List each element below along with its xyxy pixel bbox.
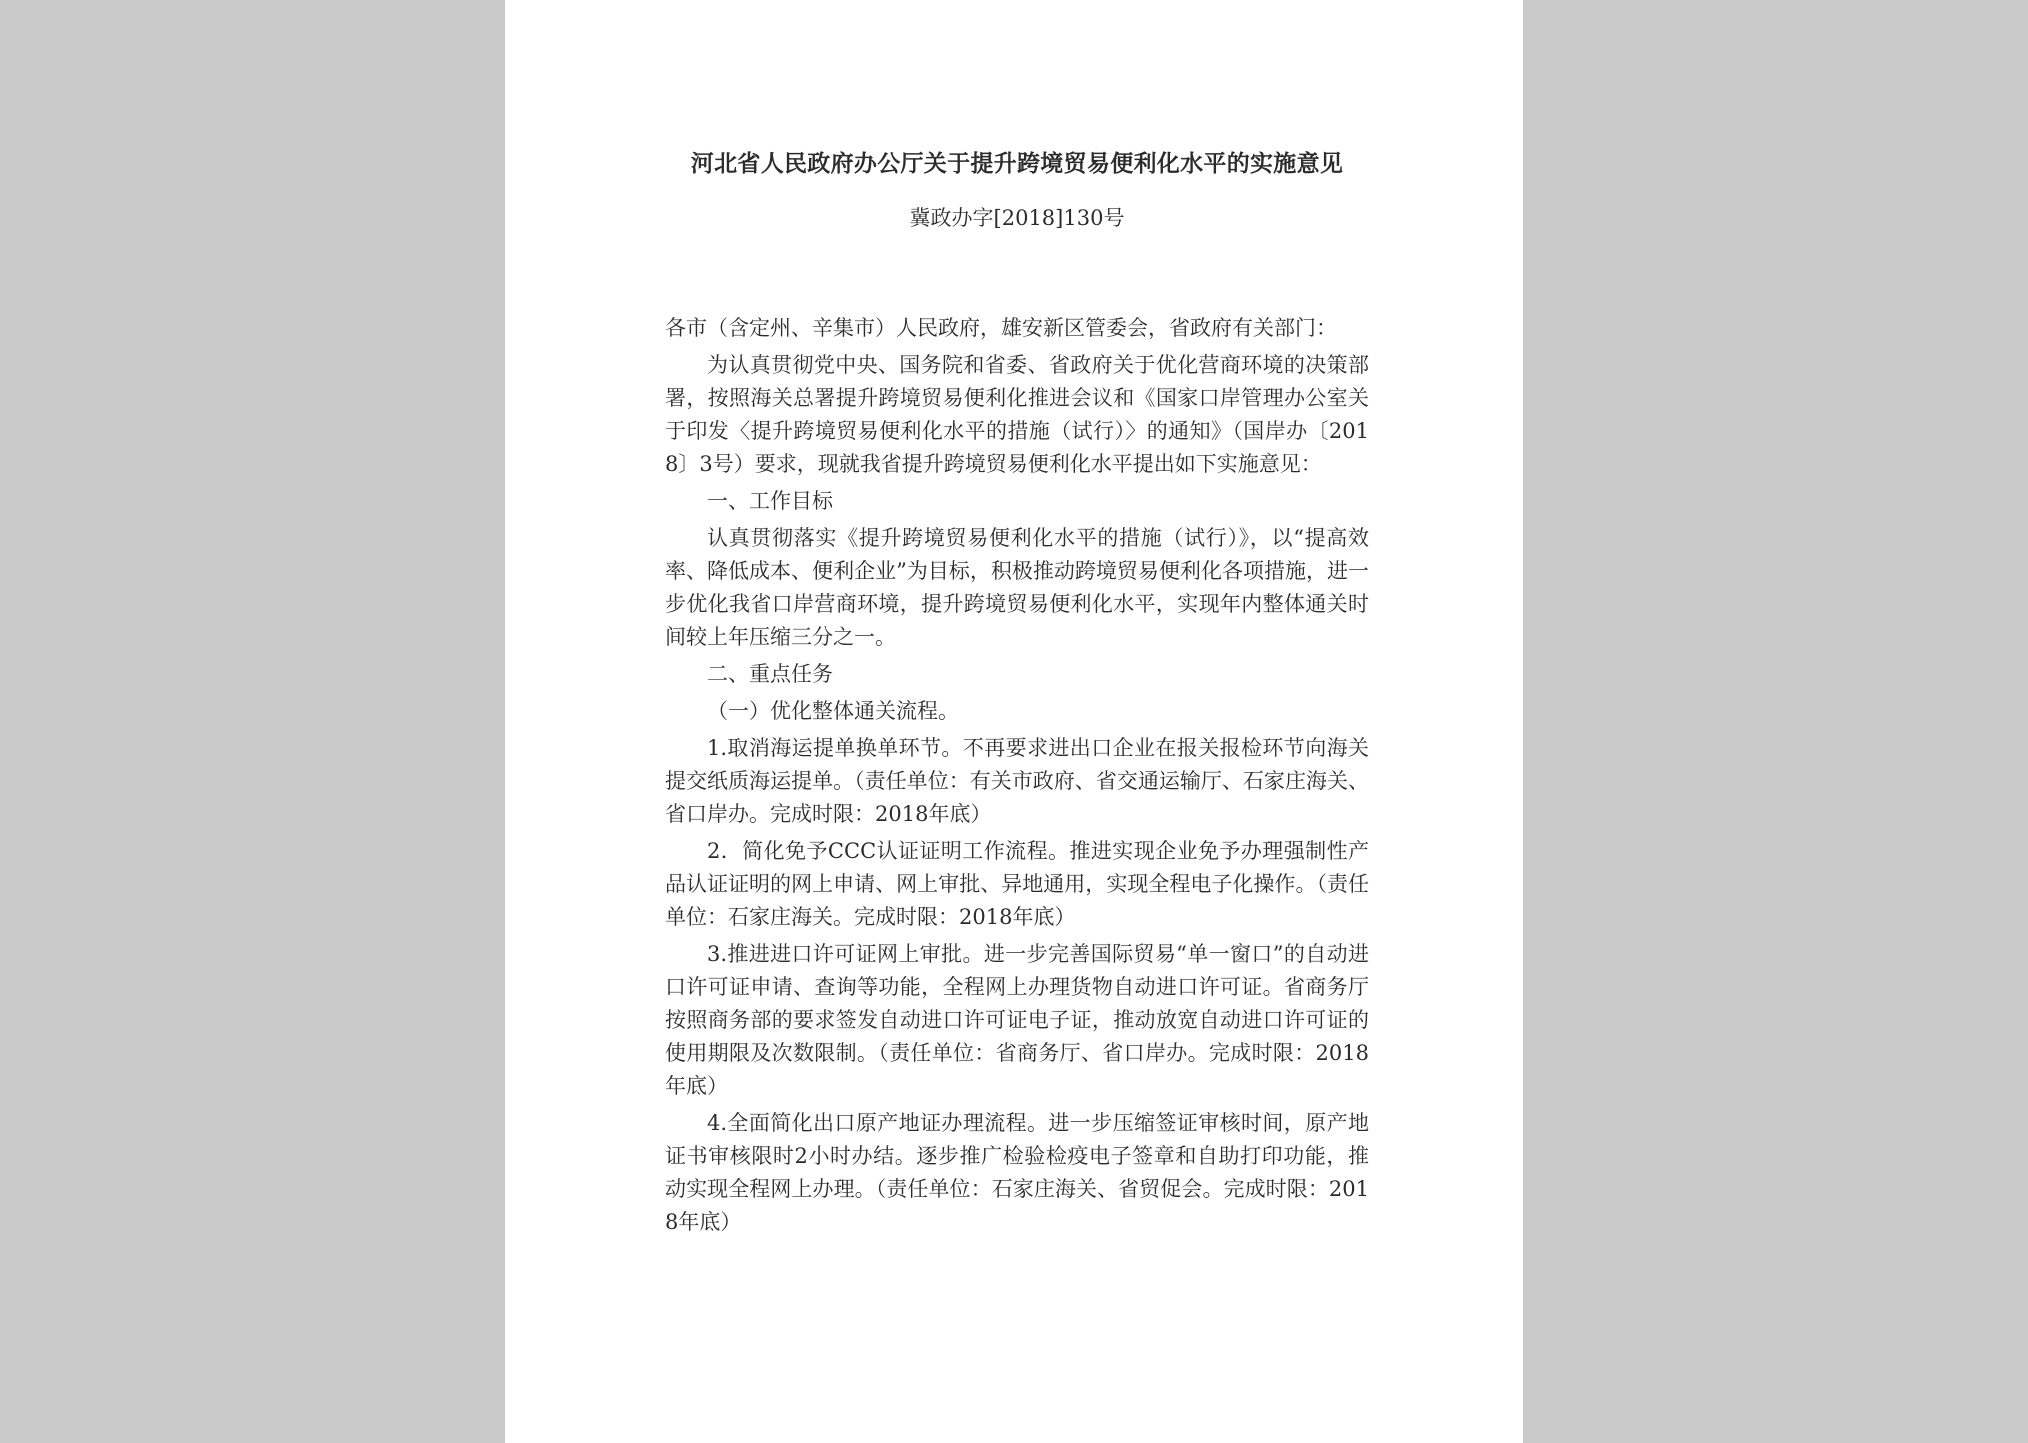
paragraph: 4.全面简化出口原产地证办理流程。进一步压缩签证审核时间，原产地证书审核限时2小时办结。逐步推广检验检疫电子签章和自助打印功能，推动实现全程网上办理。（责任单位：石家庄海关、省贸促会。完成时限：2018年底） xyxy=(665,1111,1369,1234)
paragraph: 1.取消海运提单换单环节。不再要求进出口企业在报关报检环节向海关提交纸质海运提单。（责任单位：有关市政府、省交通运输厅、石家庄海关、省口岸办。完成时限：2018年底） xyxy=(665,736,1369,826)
subsection-heading: （一）优化整体通关流程。 xyxy=(707,699,959,723)
paragraph: 认真贯彻落实《提升跨境贸易便利化水平的措施（试行）》，以“提高效率、降低成本、便利企业”为目标，积极推动跨境贸易便利化各项措施，进一步优化我省口岸营商环境，提升跨境贸易便利化水平，实现年内整体通关时间较上年压缩三分之一。 xyxy=(665,526,1369,649)
document-body xyxy=(665,312,1369,1243)
document-number: 冀政办字[2018]130号 xyxy=(909,206,1125,230)
document-page xyxy=(505,0,1523,1443)
paragraph: 2．简化免予CCC认证证明工作流程。推进实现企业免予办理强制性产品认证证明的网上申请、网上审批、异地通用，实现全程电子化操作。（责任单位：石家庄海关。完成时限：2018年底） xyxy=(665,839,1369,929)
section-heading: 一、工作目标 xyxy=(707,489,833,513)
section-heading: 二、重点任务 xyxy=(707,662,833,686)
document-title: 河北省人民政府办公厅关于提升跨境贸易便利化水平的实施意见 xyxy=(690,150,1344,177)
paragraph: 各市（含定州、辛集市）人民政府，雄安新区管委会，省政府有关部门： xyxy=(665,316,1337,340)
paragraph: 3.推进进口许可证网上审批。进一步完善国际贸易“单一窗口”的自动进口许可证申请、查询等功能，全程网上办理货物自动进口许可证。省商务厅按照商务部的要求签发自动进口许可证电子证，推动放宽自动进口许可证的使用期限及次数限制。（责任单位：省商务厅、省口岸办。完成时限：2018年底） xyxy=(665,942,1369,1098)
paragraph: 为认真贯彻党中央、国务院和省委、省政府关于优化营商环境的决策部署，按照海关总署提升跨境贸易便利化推进会议和《国家口岸管理办公室关于印发〈提升跨境贸易便利化水平的措施（试行）〉的通知》（国岸办〔2018〕3号）要求，现就我省提升跨境贸易便利化水平提出如下实施意见： xyxy=(665,353,1369,476)
